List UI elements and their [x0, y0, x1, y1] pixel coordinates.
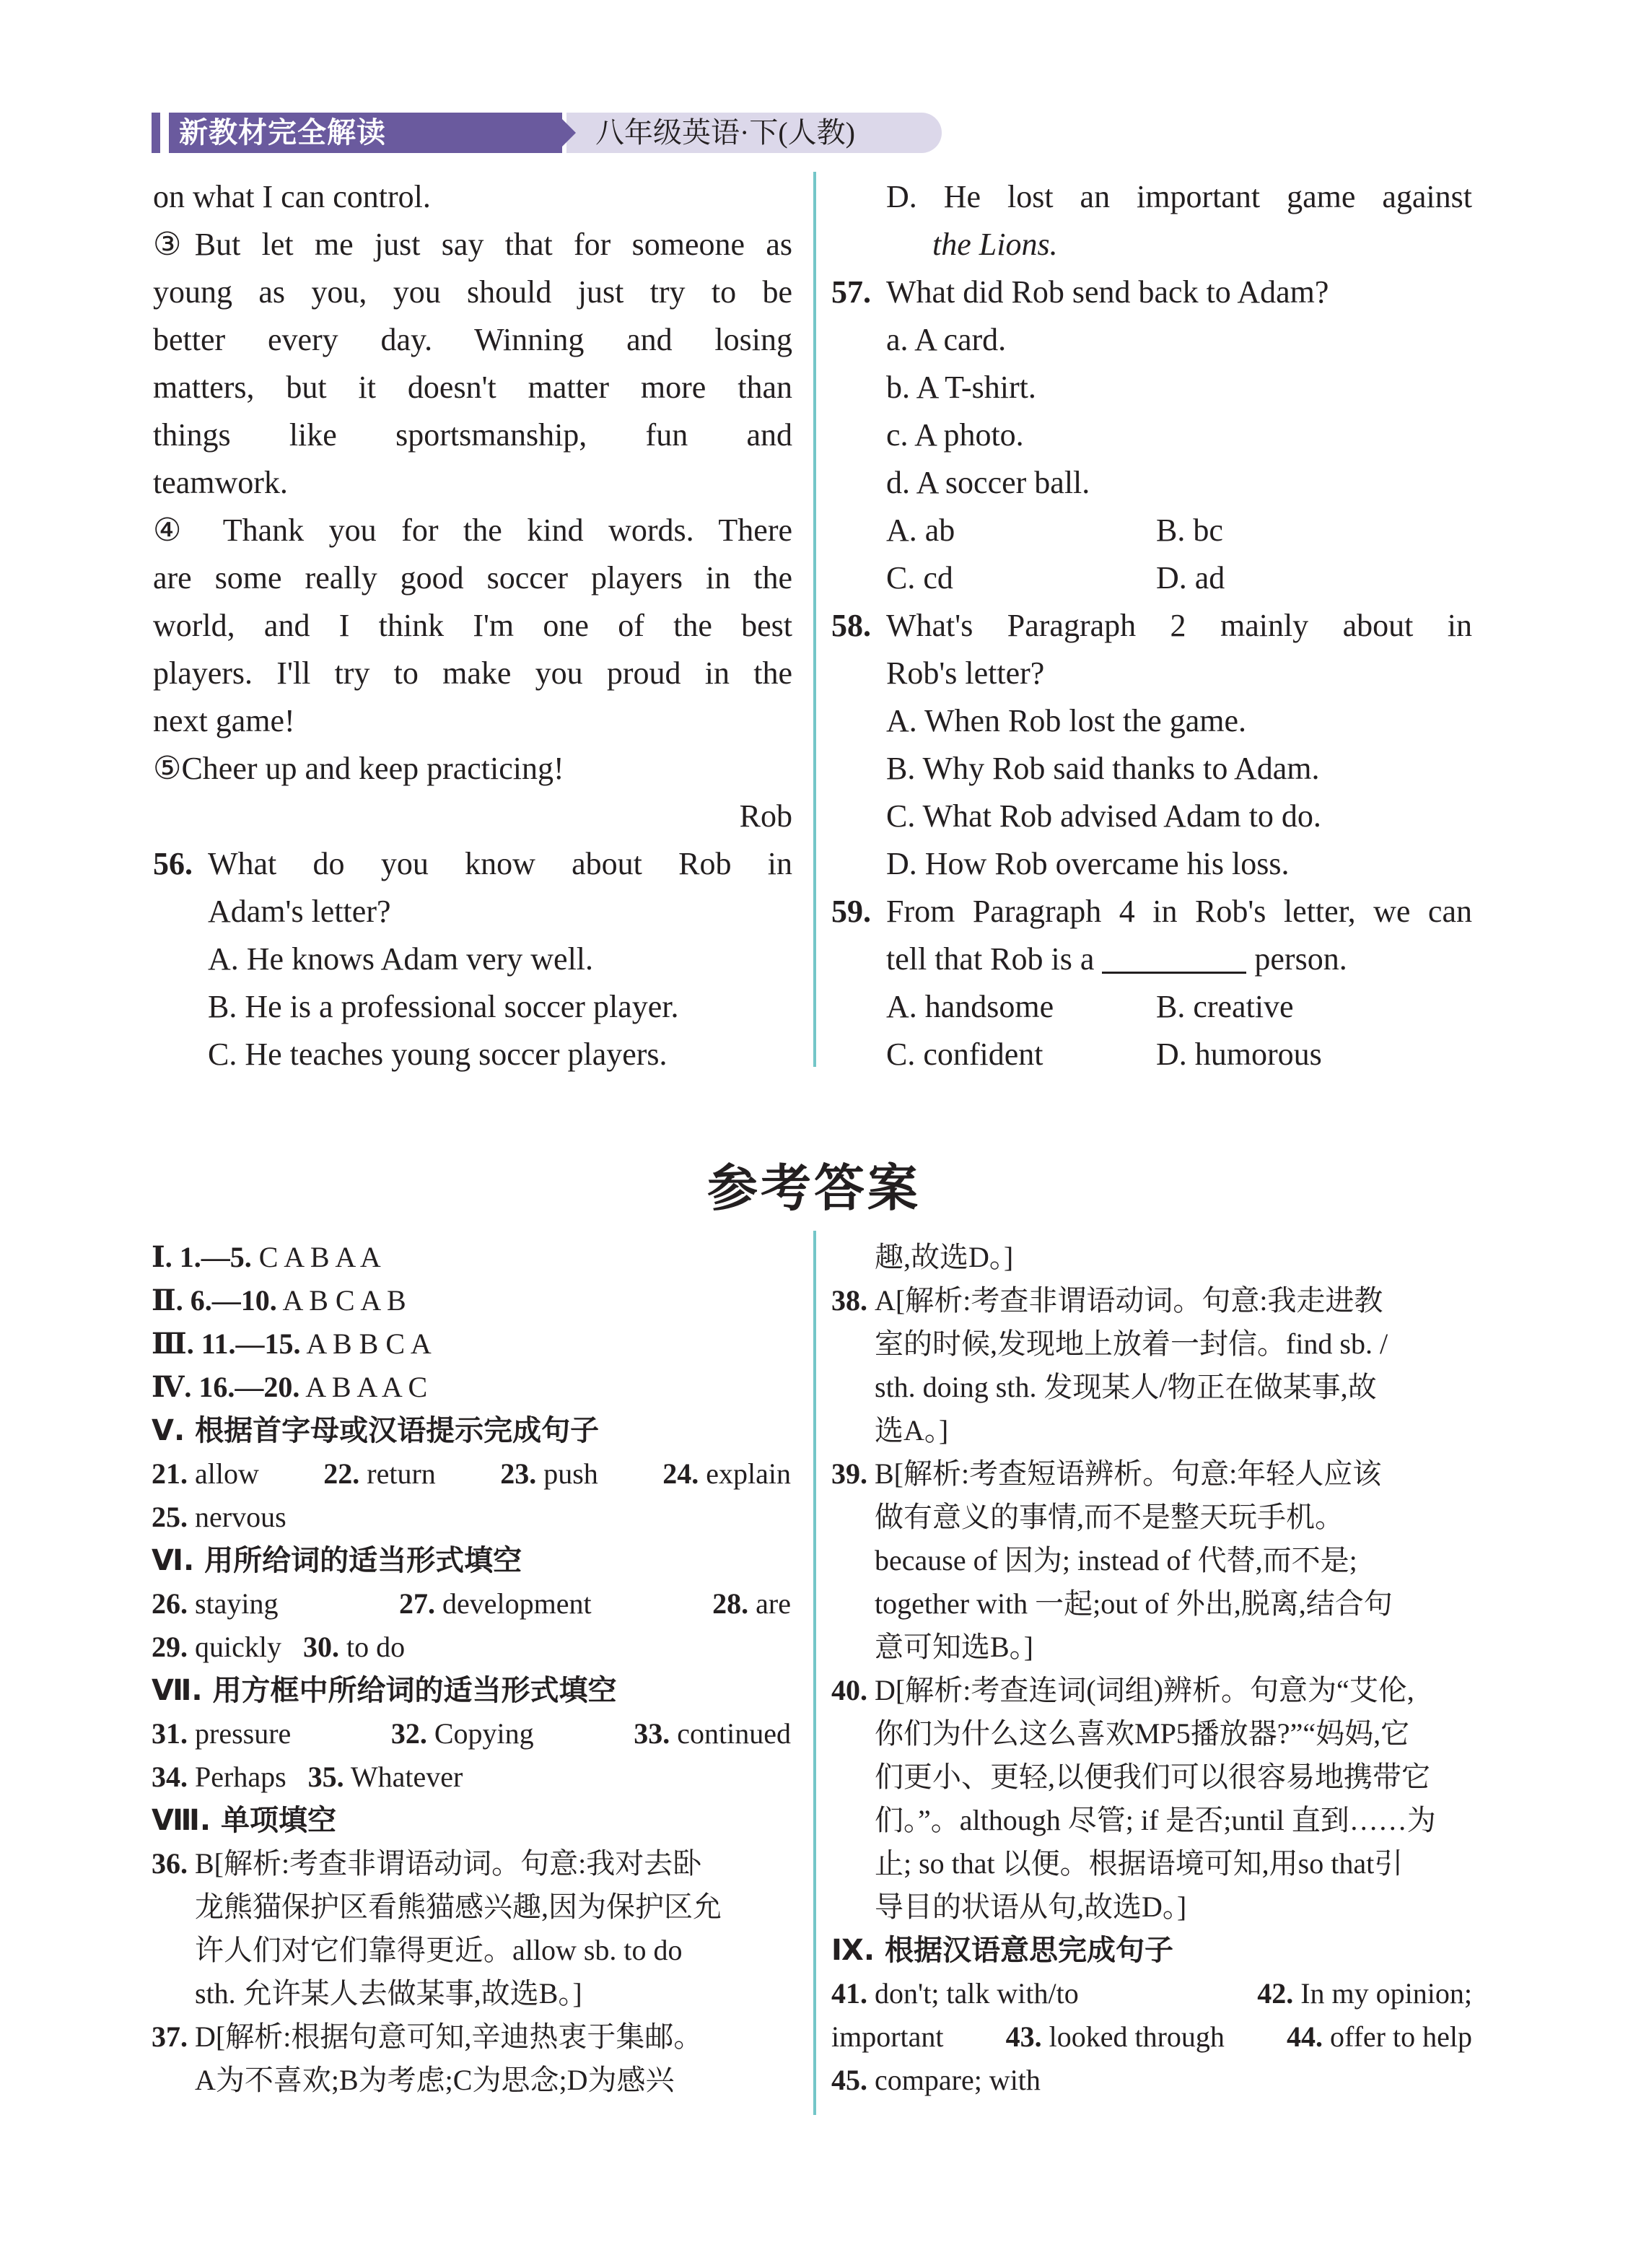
answer-blank: [1102, 940, 1246, 974]
item-number: 25.: [152, 1501, 188, 1533]
option-c: C. cd: [886, 560, 953, 596]
option-b: B. creative: [1156, 989, 1294, 1024]
explanation-line: 意可知选B。]: [875, 1631, 1033, 1663]
option-b: B. Why Rob said thanks to Adam.: [886, 751, 1320, 786]
passage-line: better every day. Winning and losing: [153, 322, 792, 357]
question-number: 57.: [831, 274, 871, 310]
explanation-line: 导目的状语从句,故选D。]: [875, 1890, 1187, 1923]
answer-text: continued: [677, 1717, 791, 1750]
question-stem: What's Paragraph 2 mainly about in: [886, 608, 1472, 643]
item-number: 34.: [152, 1761, 188, 1793]
explanation-line: A为不喜欢;B为考虑;C为思念;D为感兴: [195, 2064, 675, 2096]
passage-line: next game!: [153, 703, 295, 738]
stem-text: tell that Rob is a: [886, 941, 1095, 977]
section-heading: Ⅶ. 用方框中所给词的适当形式填空: [152, 1674, 617, 1707]
option-a: A. He knows Adam very well.: [208, 941, 594, 977]
option-b: B. bc: [1156, 513, 1223, 548]
answer-text: explain: [706, 1457, 791, 1490]
explanation-line: 做有意义的事情,而不是整天玩手机。: [875, 1501, 1344, 1533]
answer-text: compare; with: [875, 2064, 1041, 2096]
explanation-line: 们更小、更轻,以便我们可以很容易地携带它: [875, 1761, 1430, 1793]
book-series-badge: 新教材完全解读: [169, 113, 562, 153]
item-number: 39.: [831, 1457, 867, 1490]
left-column: [153, 173, 794, 1076]
answer-range: Ⅳ. 16.—20.: [152, 1371, 300, 1403]
stem-text: person.: [1254, 941, 1347, 977]
answers-right-column: [831, 1236, 1475, 2131]
option-a: A. handsome: [886, 989, 1054, 1024]
explanation-line: 许人们对它们靠得更近。allow sb. to do: [195, 1934, 683, 1966]
answer-text: looked through: [1049, 2020, 1225, 2053]
answer-row: [152, 1452, 791, 1496]
answer-values: A B A A C: [305, 1371, 428, 1403]
option-b: B. He is a professional soccer player.: [208, 989, 679, 1024]
item-number: 38.: [831, 1284, 867, 1317]
section-heading: Ⅴ. 根据首字母或汉语提示完成句子: [152, 1414, 600, 1447]
answer-values: C A B A A: [258, 1241, 381, 1273]
question-number: 59.: [831, 894, 871, 929]
option-c: C. What Rob advised Adam to do.: [886, 798, 1321, 834]
item-number: 24.: [662, 1457, 699, 1490]
option-d: D. humorous: [1156, 1037, 1322, 1072]
item-number: 41.: [831, 1977, 867, 2010]
answer-text: to do: [346, 1631, 406, 1663]
passage-line: ③But let me just say that for someone as: [153, 227, 792, 262]
question-stem: Adam's letter?: [208, 894, 391, 929]
explanation-line: sth. 允许某人去做某事,故选B。]: [195, 1977, 582, 2010]
explanation-line: D[解析:考查连词(词组)辨析。句意为“艾伦,: [875, 1674, 1414, 1706]
answer-text: quickly: [195, 1631, 281, 1663]
list-item: c. A photo.: [886, 417, 1024, 453]
item-number: 30.: [302, 1631, 339, 1663]
item-number: 31.: [152, 1717, 188, 1750]
item-number: 42.: [1257, 1977, 1294, 2010]
item-number: 43.: [1005, 2020, 1042, 2053]
section-heading: Ⅷ. 单项填空: [152, 1804, 337, 1837]
header-arrow: [556, 113, 576, 153]
list-item: a. A card.: [886, 322, 1007, 357]
question-number: 56.: [153, 846, 193, 881]
question-stem-blank: [886, 935, 1347, 983]
column-divider-bottom: [813, 1231, 816, 2115]
option-d: D. ad: [1156, 560, 1225, 596]
answer-text: allow: [195, 1457, 259, 1490]
answer-range: Ⅱ. 6.—10.: [152, 1284, 277, 1317]
answer-row: [152, 1712, 791, 1755]
header-accent-bar: [152, 113, 160, 153]
option-a: A. ab: [886, 513, 955, 548]
item-number: 32.: [390, 1717, 427, 1750]
column-divider-top: [813, 172, 816, 1067]
passage-line: players. I'll try to make you proud in the: [153, 655, 792, 691]
explanation-line: 选A。]: [875, 1414, 949, 1447]
passage-line: teamwork.: [153, 465, 288, 500]
question-stem: From Paragraph 4 in Rob's letter, we can: [886, 894, 1472, 929]
passage-line: ⑤Cheer up and keep practicing!: [153, 751, 564, 786]
answer-row: [152, 1582, 791, 1626]
answer-text: offer to help: [1330, 2020, 1472, 2053]
passage-line: matters, but it doesn't matter more than: [153, 370, 792, 405]
answer-text: nervous: [195, 1501, 286, 1533]
answer-text: In my opinion;: [1300, 1977, 1472, 2010]
list-item: b. A T-shirt.: [886, 370, 1036, 405]
item-number: 40.: [831, 1674, 867, 1706]
option-c: C. He teaches young soccer players.: [208, 1037, 668, 1072]
answer-text: Copying: [434, 1717, 534, 1750]
answer-row: [831, 2015, 1472, 2059]
item-number: 35.: [307, 1761, 344, 1793]
answer-text: important: [831, 2020, 944, 2053]
item-number: 26.: [152, 1587, 188, 1620]
book-subtitle: 八年级英语·下(人教): [566, 113, 942, 153]
item-number: 27.: [399, 1587, 436, 1620]
answer-text: Whatever: [350, 1761, 463, 1793]
item-number: 21.: [152, 1457, 188, 1490]
option-d-cont: the Lions.: [932, 227, 1058, 262]
explanation-line: B[解析:考查非谓语动词。句意:我对去卧: [195, 1847, 702, 1880]
passage-line: ④ Thank you for the kind words. There: [153, 513, 792, 548]
answer-values: A B C A B: [282, 1284, 406, 1317]
explanation-line: A[解析:考查非谓语动词。句意:我走进教: [875, 1284, 1383, 1317]
answers-title: 参考答案: [707, 1159, 921, 1218]
explanation-line: 们。”。although 尽管; if 是否;until 直到……为: [875, 1804, 1436, 1836]
question-stem: Rob's letter?: [886, 655, 1045, 691]
passage-line: on what I can control.: [153, 179, 431, 214]
answer-row: [831, 1972, 1472, 2015]
answer-range: Ⅰ. 1.—5.: [152, 1241, 252, 1273]
answer-text: staying: [195, 1587, 279, 1620]
item-number: 33.: [634, 1717, 670, 1750]
question-number: 58.: [831, 608, 871, 643]
section-heading: Ⅵ. 用所给词的适当形式填空: [152, 1544, 522, 1577]
explanation-line: D[解析:根据句意可知,辛迪热衷于集邮。: [195, 2020, 703, 2053]
explanation-line: together with 一起;out of 外出,脱离,结合句: [875, 1587, 1393, 1620]
passage-line: are some really good soccer players in the: [153, 560, 792, 596]
explanation-line: because of 因为; instead of 代替,而不是;: [875, 1544, 1357, 1576]
list-item: d. A soccer ball.: [886, 465, 1090, 500]
answers-left-column: [152, 1236, 794, 2131]
option-a: A. When Rob lost the game.: [886, 703, 1246, 738]
answer-text: push: [543, 1457, 598, 1490]
explanation-line: 你们为什么这么喜欢MP5播放器?”“妈妈,它: [875, 1717, 1410, 1750]
item-number: 37.: [152, 2020, 188, 2053]
option-c: C. confident: [886, 1037, 1043, 1072]
letter-signature: Rob: [739, 798, 792, 834]
item-number: 28.: [712, 1587, 749, 1620]
answer-text: development: [442, 1587, 592, 1620]
explanation-line: 室的时候,发现地上放着一封信。find sb. /: [875, 1327, 1388, 1360]
explanation-line: 趣,故选D。]: [875, 1241, 1014, 1273]
item-number: 45.: [831, 2064, 867, 2096]
passage-line: things like sportsmanship, fun and: [153, 417, 792, 453]
right-column: [831, 173, 1475, 1076]
section-heading: Ⅸ. 根据汉语意思完成句子: [831, 1934, 1173, 1967]
question-stem: What do you know about Rob in: [208, 846, 792, 881]
item-number: 22.: [323, 1457, 360, 1490]
item-number: 36.: [152, 1847, 188, 1880]
item-number: 44.: [1287, 2020, 1323, 2053]
answer-text: Perhaps: [195, 1761, 286, 1793]
answer-text: pressure: [195, 1717, 292, 1750]
answer-text: are: [756, 1587, 791, 1620]
explanation-line: 止; so that 以便。根据语境可知,用so that引: [875, 1847, 1404, 1880]
explanation-line: sth. doing sth. 发现某人/物正在做某事,故: [875, 1371, 1377, 1403]
explanation-line: B[解析:考查短语辨析。句意:年轻人应该: [875, 1457, 1382, 1490]
option-d: D. How Rob overcame his loss.: [886, 846, 1290, 881]
question-stem: What did Rob send back to Adam?: [886, 274, 1329, 310]
item-number: 29.: [152, 1631, 188, 1663]
passage-line: young as you, you should just try to be: [153, 274, 792, 310]
answer-values: A B B C A: [306, 1327, 432, 1360]
passage-line: world, and I think I'm one of the best: [153, 608, 792, 643]
option-d: D. He lost an important game against: [886, 179, 1472, 214]
answer-range: Ⅲ. 11.—15.: [152, 1327, 301, 1360]
answer-text: don't; talk with/to: [875, 1977, 1079, 2010]
answer-text: return: [367, 1457, 436, 1490]
item-number: 23.: [500, 1457, 537, 1490]
explanation-line: 龙熊猫保护区看熊猫感兴趣,因为保护区允: [195, 1890, 722, 1923]
